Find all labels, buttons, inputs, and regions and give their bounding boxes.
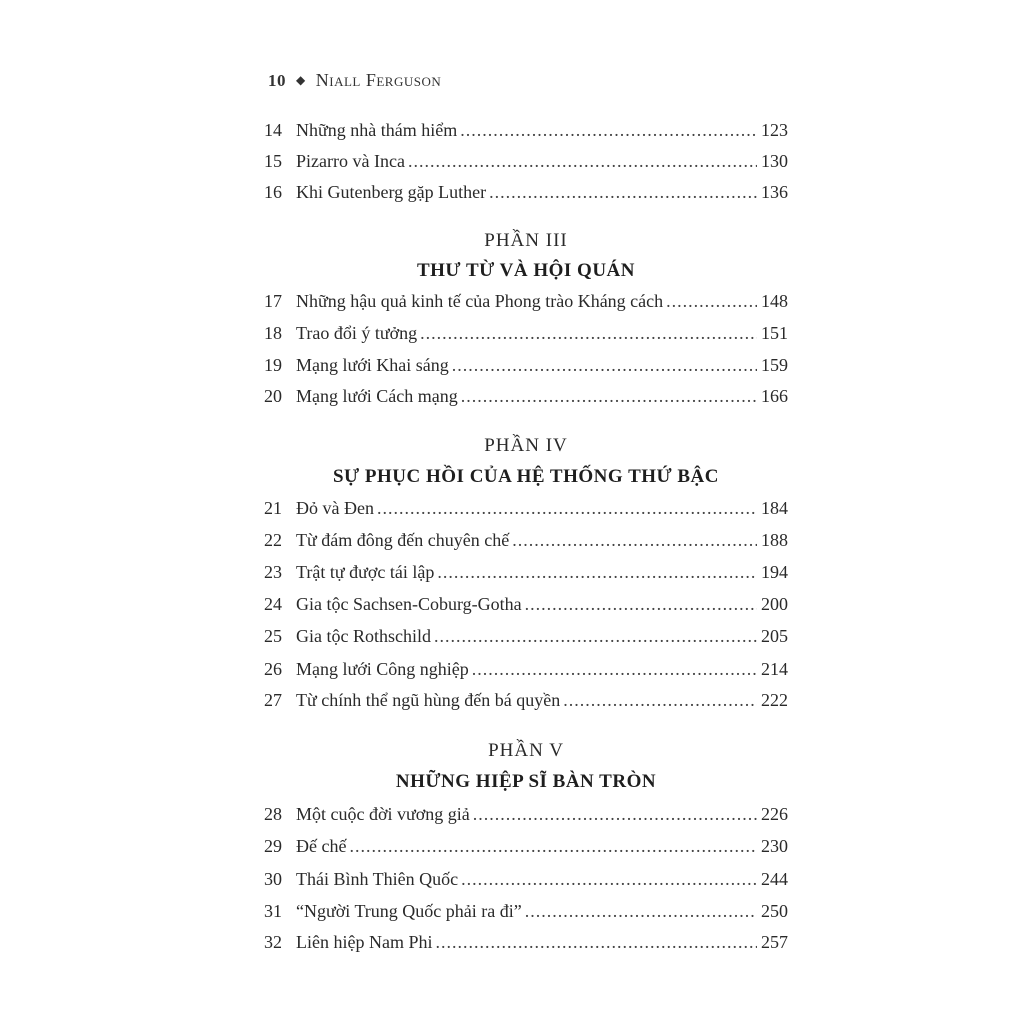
toc-entry: [264, 182, 788, 210]
entry-title: Gia tộc Rothschild: [296, 626, 431, 646]
toc-entry: [264, 498, 788, 526]
entry-number: 24: [264, 594, 282, 614]
entry-number: 22: [264, 530, 282, 550]
entry-title: Mạng lưới Công nghiệp: [296, 659, 469, 679]
dot-leader: [525, 901, 757, 922]
entry-number: 18: [264, 323, 282, 343]
header-author: Niall Ferguson: [315, 70, 442, 90]
dot-leader: [420, 323, 757, 344]
toc-entry: [264, 530, 788, 558]
entry-title: Những nhà thám hiểm: [296, 120, 458, 140]
entry-title: Những hậu quả kinh tế của Phong trào Kháng cách: [296, 291, 664, 311]
dot-leader: [525, 594, 757, 615]
entry-title: Từ đám đông đến chuyên chế: [296, 530, 510, 550]
entry-number: 17: [264, 291, 282, 311]
dot-leader: [408, 151, 757, 172]
entry-number: 19: [264, 355, 282, 375]
toc-entry: [264, 836, 788, 864]
toc-entry: [264, 151, 788, 179]
toc-entry: [264, 659, 788, 687]
entry-number: 20: [264, 386, 282, 406]
toc-entry: [264, 690, 788, 718]
entry-number: 21: [264, 498, 282, 518]
dot-leader: [666, 291, 757, 312]
entry-number: 28: [264, 804, 282, 824]
dot-leader: [461, 869, 757, 890]
part-label: PHẦN V: [488, 740, 564, 761]
part-label: PHẦN IV: [484, 435, 568, 456]
dot-leader: [460, 120, 757, 141]
entry-number: 23: [264, 562, 282, 582]
entry-title: Đỏ và Đen: [296, 498, 374, 518]
entry-page: 184: [761, 498, 788, 518]
dot-leader: [489, 182, 757, 203]
entry-page: 222: [761, 690, 788, 710]
entry-page: 257: [761, 932, 788, 952]
entry-page: 244: [761, 869, 788, 889]
entry-title: Từ chính thể ngũ hùng đến bá quyền: [296, 690, 561, 710]
entry-title: Liên hiệp Nam Phi: [296, 932, 433, 952]
entry-page: 200: [761, 594, 788, 614]
entry-title: Mạng lưới Cách mạng: [296, 386, 458, 406]
dot-leader: [472, 659, 757, 680]
entry-page: 205: [761, 626, 788, 646]
entry-page: 148: [761, 291, 788, 311]
part-title: THƯ TỪ VÀ HỘI QUÁN: [416, 260, 636, 281]
entry-page: 166: [761, 386, 788, 406]
entry-title: Một cuộc đời vương giả: [296, 804, 470, 824]
entry-title: Thái Bình Thiên Quốc: [296, 869, 459, 889]
entry-title: “Người Trung Quốc phải ra đi”: [296, 901, 522, 921]
dot-leader: [461, 386, 757, 407]
toc-entry: [264, 932, 788, 960]
entry-page: 214: [761, 659, 788, 679]
toc-entry: [264, 386, 788, 414]
toc-entry: [264, 869, 788, 897]
dot-leader: [473, 804, 757, 825]
running-header: [268, 70, 441, 91]
part-title: NHỮNG HIỆP SĨ BÀN TRÒN: [395, 771, 657, 792]
header-page-number: 10: [268, 70, 286, 90]
toc-entry: [264, 562, 788, 590]
entry-title: Trao đổi ý tưởng: [296, 323, 418, 343]
toc-entry: [264, 120, 788, 148]
toc-entry: [264, 804, 788, 832]
entry-page: 250: [761, 901, 788, 921]
entry-title: Mạng lưới Khai sáng: [296, 355, 449, 375]
dot-leader: [563, 690, 757, 711]
entry-page: 130: [761, 151, 788, 171]
entry-title: Khi Gutenberg gặp Luther: [296, 182, 487, 202]
dot-leader: [437, 562, 757, 583]
dot-leader: [435, 932, 757, 953]
toc-entry: [264, 626, 788, 654]
toc-entry: [264, 901, 788, 929]
entry-number: 14: [264, 120, 282, 140]
entry-number: 31: [264, 901, 282, 921]
part-title: SỰ PHỤC HỒI CỦA HỆ THỐNG THỨ BẬC: [332, 466, 720, 487]
entry-number: 15: [264, 151, 282, 171]
entry-number: 16: [264, 182, 282, 202]
toc-entry: [264, 594, 788, 622]
diamond-icon: ◆: [296, 73, 306, 87]
entry-number: 30: [264, 869, 282, 889]
toc-entry: [264, 323, 788, 351]
entry-number: 27: [264, 690, 282, 710]
entry-page: 230: [761, 836, 788, 856]
entry-page: 151: [761, 323, 788, 343]
entry-page: 194: [761, 562, 788, 582]
dot-leader: [434, 626, 757, 647]
entry-number: 29: [264, 836, 282, 856]
dot-leader: [512, 530, 757, 551]
dot-leader: [377, 498, 757, 519]
entry-number: 32: [264, 932, 282, 952]
entry-page: 136: [761, 182, 788, 202]
entry-number: 26: [264, 659, 282, 679]
entry-title: Trật tự được tái lập: [296, 562, 435, 582]
entry-title: Pizarro và Inca: [296, 151, 405, 171]
entry-page: 159: [761, 355, 788, 375]
toc-entry: [264, 291, 788, 319]
entry-page: 226: [761, 804, 788, 824]
entry-title: Gia tộc Sachsen-Coburg-Gotha: [296, 594, 522, 614]
part-label: PHẦN III: [484, 230, 568, 251]
toc-entry: [264, 355, 788, 383]
dot-leader: [349, 836, 757, 857]
entry-number: 25: [264, 626, 282, 646]
entry-title: Đế chế: [296, 836, 347, 856]
dot-leader: [452, 355, 757, 376]
entry-page: 188: [761, 530, 788, 550]
entry-page: 123: [761, 120, 788, 140]
